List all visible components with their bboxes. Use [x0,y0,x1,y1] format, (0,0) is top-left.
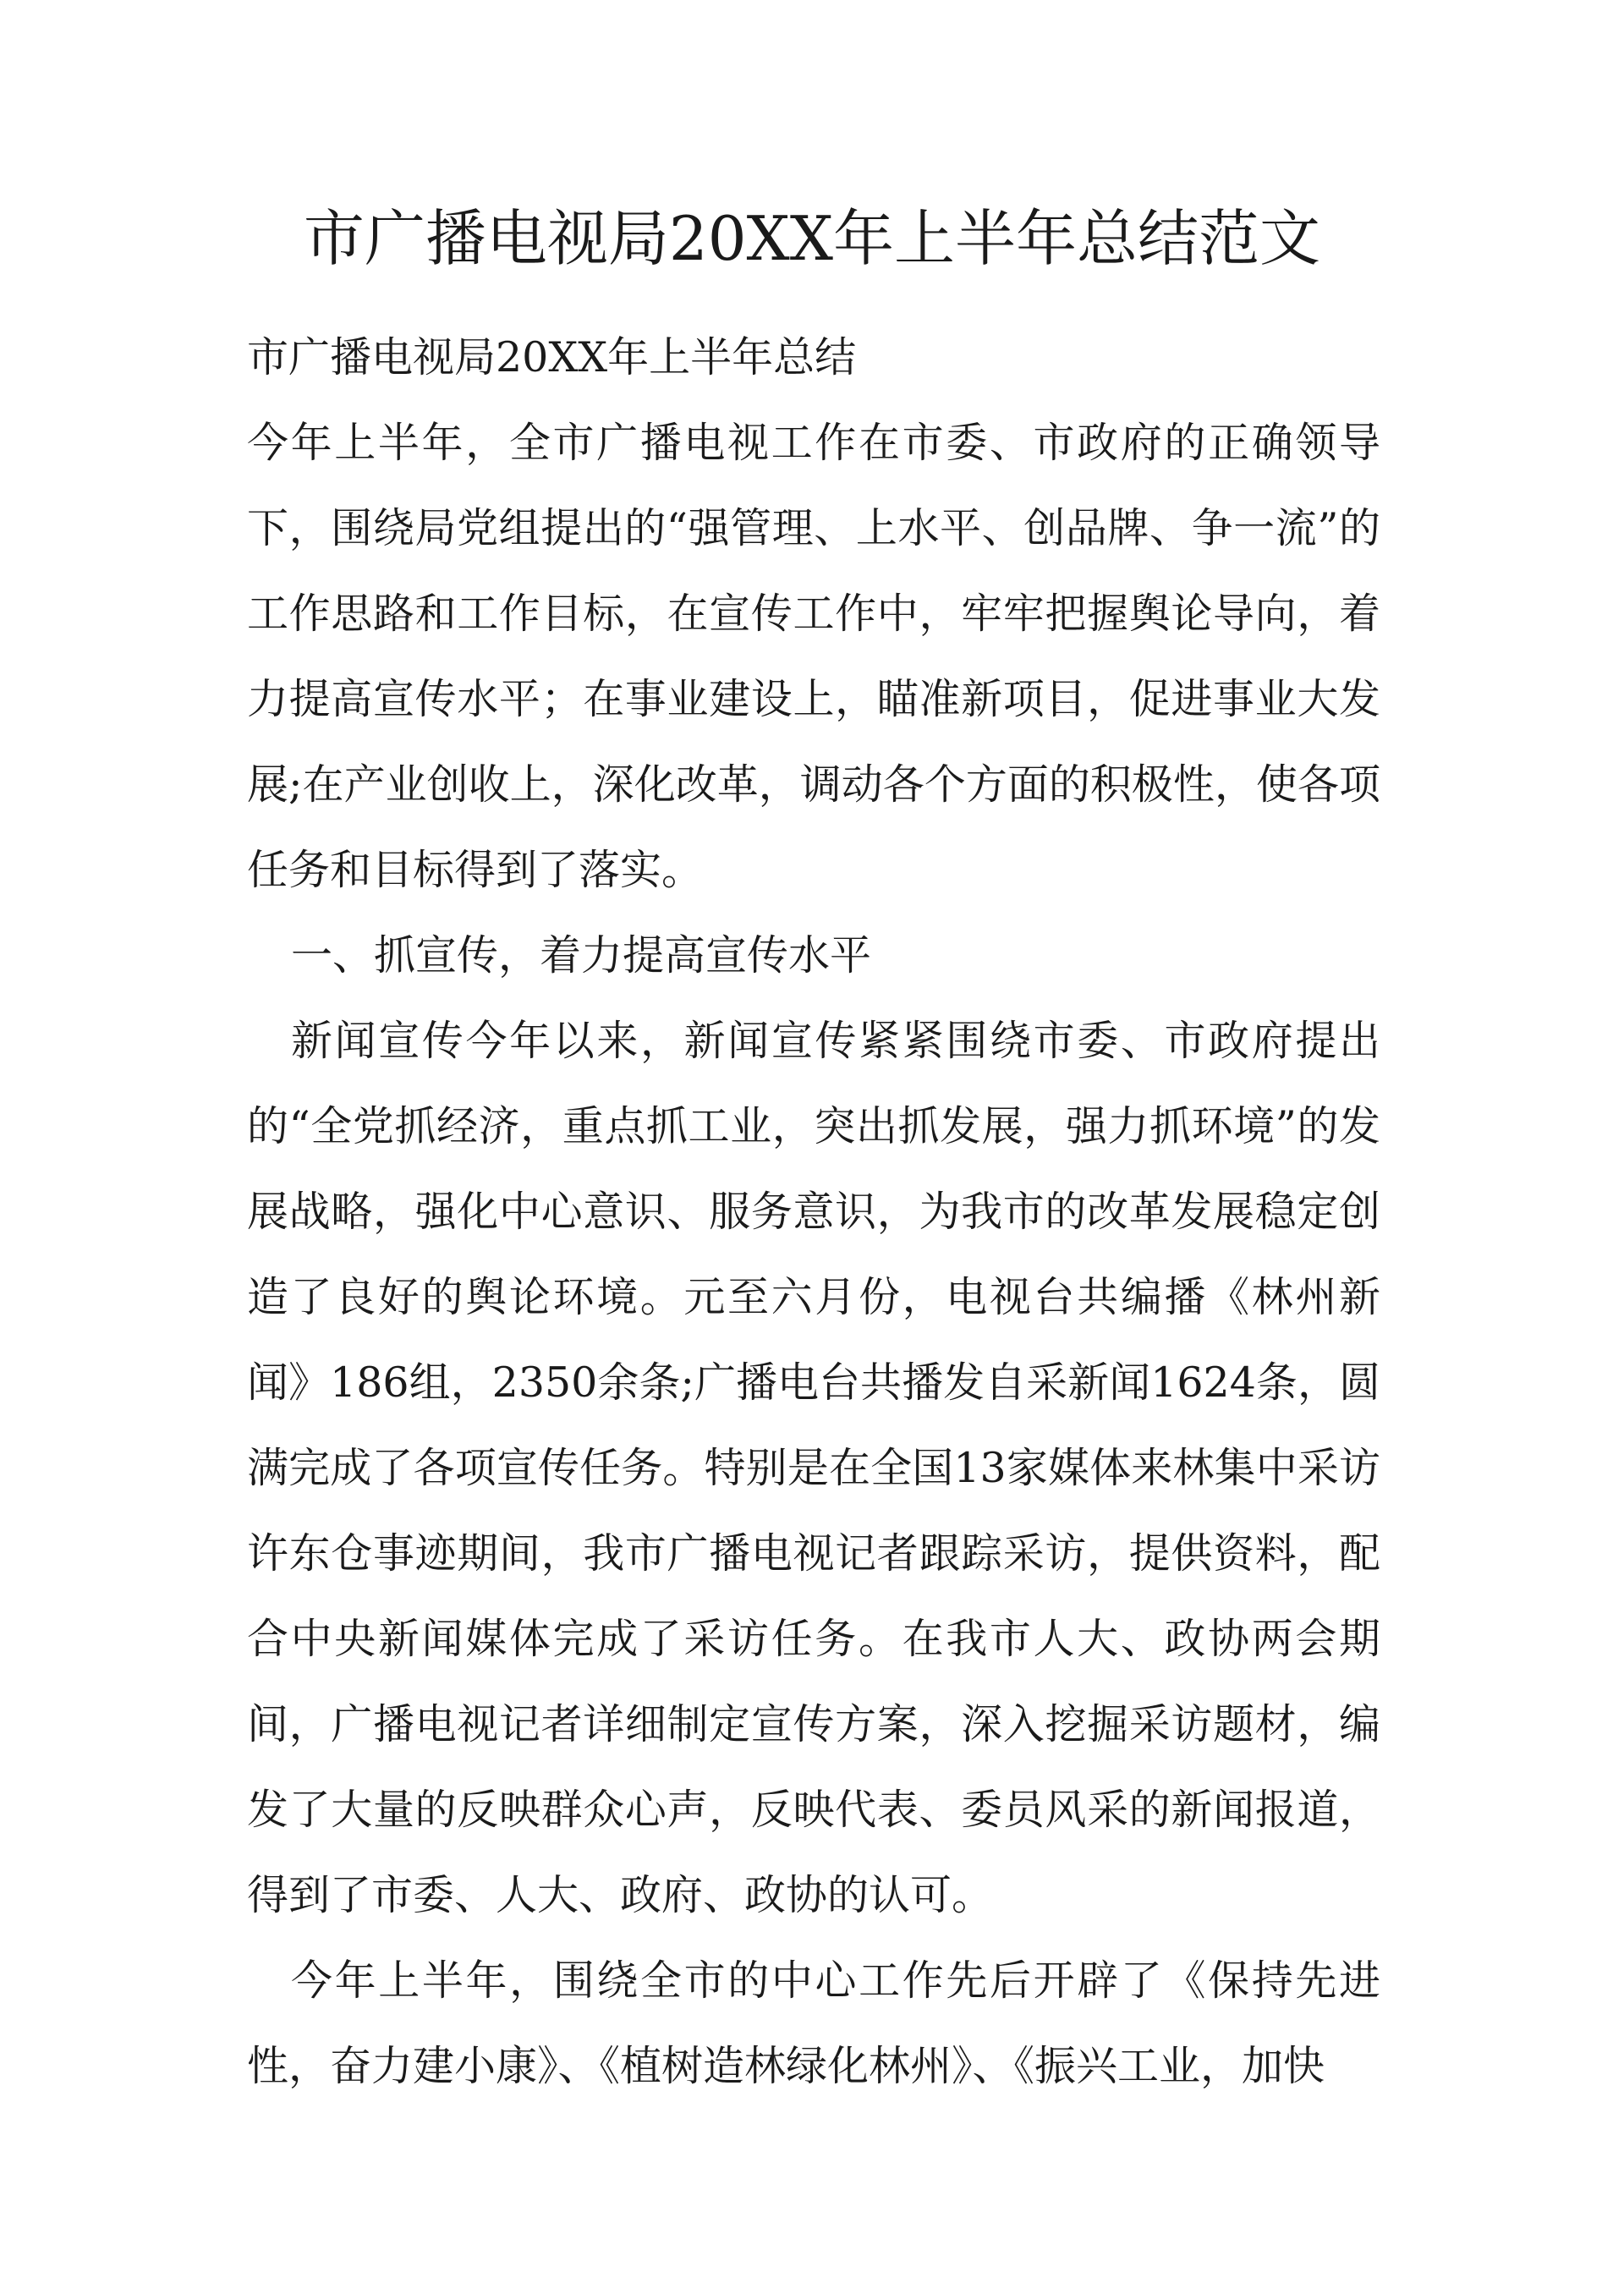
paragraph-news-publicity: 新闻宣传今年以来，新闻宣传紧紧围绕市委、市政府提出的“全党抓经济，重点抓工业，突出抓发展，强力抓环境”的发展战略，强化中心意识、服务意识，为我市的改革发展稳定创造了良好的舆论环境。元至六月份，电视台共编播《林州新闻》186组，2350余条;广播电台共播发自采新闻1624条，圆满完成了各项宣传任务。特别是在全国13家媒体来林集中采访许东仓事迹期间，我市广播电视记者跟踪采访，提供资料，配合中央新闻媒体完成了采访任务。在我市人大、政协两会期间，广播电视记者详细制定宣传方案，深入挖掘采访题材，编发了大量的反映群众心声，反映代表、委员风采的新闻报道，得到了市委、人大、政府、政协的认可。 [247,1017,1380,1919]
document-subtitle: 市广播电视局20XX年上半年总结 [247,333,857,381]
paragraph-intro: 今年上半年，全市广播电视工作在市委、市政府的正确领导下，围绕局党组提出的“强管理、上水平、创品牌、争一流”的工作思路和工作目标，在宣传工作中，牢牢把握舆论导向，着力提高宣传水平；在事业建设上，瞄准新项目，促进事业大发展;在产业创收上，深化改革，调动各个方面的积极性，使各项任务和目标得到了落实。 [247,419,1380,894]
paragraph-first-half-columns: 今年上半年，围绕全市的中心工作先后开辟了《保持先进性，奋力建小康》、《植树造林绿化林州》、《振兴工业，加快 [247,1956,1380,2090]
section-heading-1: 一、抓宣传，着力提高宣传水平 [291,931,872,980]
document-body [247,315,1380,2109]
document-title: 市广播电视局20XX年上半年总结范文 [303,203,1321,274]
